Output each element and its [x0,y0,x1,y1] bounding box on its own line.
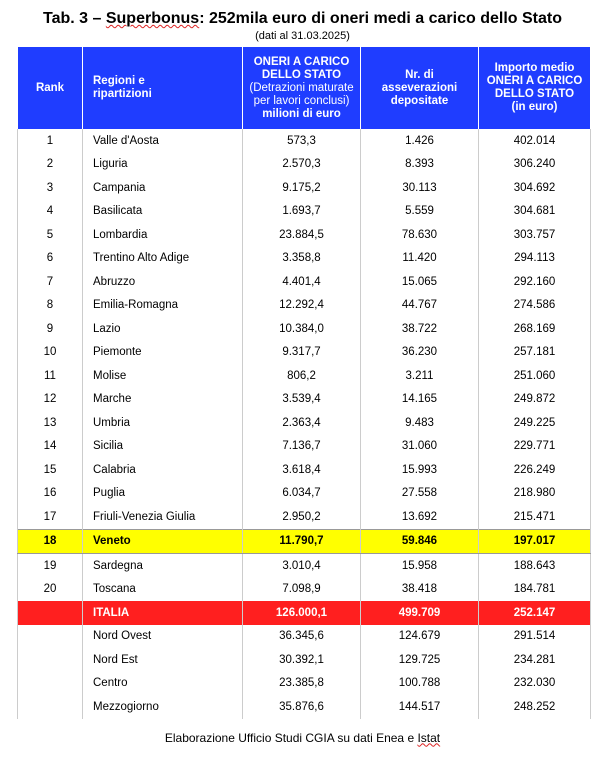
rank-cell: 17 [18,505,83,529]
asseverazioni-cell: 59.846 [361,529,479,554]
table-row [18,223,591,247]
rank-cell: 11 [18,364,83,388]
importo-cell: 234.281 [479,648,591,672]
region-cell: Veneto [83,529,243,554]
region-cell: Lazio [83,317,243,341]
table-row [18,578,591,602]
rank-cell [18,695,83,719]
importo-cell: 251.060 [479,364,591,388]
table-row [18,317,591,341]
asseverazioni-cell: 129.725 [361,648,479,672]
asseverazioni-cell: 78.630 [361,223,479,247]
asseverazioni-cell: 36.230 [361,341,479,365]
table-row [18,294,591,318]
oneri-cell: 12.292,4 [243,294,361,318]
region-cell: Campania [83,176,243,200]
region-cell: Liguria [83,153,243,177]
table-row [18,648,591,672]
rank-cell: 8 [18,294,83,318]
oneri-cell: 7.098,9 [243,578,361,602]
asseverazioni-cell: 31.060 [361,435,479,459]
region-cell: Mezzogiorno [83,695,243,719]
rank-cell [18,601,83,625]
rank-cell: 7 [18,270,83,294]
oneri-cell: 35.876,6 [243,695,361,719]
importo-cell: 188.643 [479,554,591,578]
table-row [18,270,591,294]
table-row [18,388,591,412]
rank-cell: 9 [18,317,83,341]
asseverazioni-cell: 30.113 [361,176,479,200]
importo-cell: 268.169 [479,317,591,341]
table-row [18,153,591,177]
oneri-cell: 9.317,7 [243,341,361,365]
table-header-row [18,47,591,129]
asseverazioni-cell: 144.517 [361,695,479,719]
asseverazioni-cell: 15.993 [361,458,479,482]
rank-cell: 20 [18,578,83,602]
oneri-cell: 23.884,5 [243,223,361,247]
rank-cell: 19 [18,554,83,578]
header-importo: Importo medio ONERI A CARICO DELLO STATO (in euro) [479,47,591,129]
table-row [18,200,591,224]
region-cell: Marche [83,388,243,412]
rank-cell: 6 [18,247,83,271]
rank-cell: 15 [18,458,83,482]
oneri-cell: 806,2 [243,364,361,388]
table-row [18,529,591,554]
asseverazioni-cell: 13.692 [361,505,479,529]
table-row [18,482,591,506]
oneri-cell: 23.385,8 [243,672,361,696]
region-cell: Valle d'Aosta [83,129,243,153]
header-oneri: ONERI A CARICO DELLO STATO (Detrazioni maturate per lavori conclusi) milioni di euro [243,47,361,129]
asseverazioni-cell: 15.958 [361,554,479,578]
source-note: Elaborazione Ufficio Studi CGIA su dati Enea e Istat [164,730,441,745]
importo-cell: 306.240 [479,153,591,177]
asseverazioni-cell: 14.165 [361,388,479,412]
region-cell: Nord Est [83,648,243,672]
region-cell: Emilia-Romagna [83,294,243,318]
asseverazioni-cell: 9.483 [361,411,479,435]
oneri-cell: 4.401,4 [243,270,361,294]
importo-cell: 303.757 [479,223,591,247]
oneri-cell: 3.539,4 [243,388,361,412]
importo-cell: 291.514 [479,625,591,649]
table-body [18,129,591,719]
asseverazioni-cell: 100.788 [361,672,479,696]
table-row [18,554,591,578]
importo-cell: 257.181 [479,341,591,365]
oneri-cell: 1.693,7 [243,200,361,224]
oneri-cell: 7.136,7 [243,435,361,459]
rank-cell: 16 [18,482,83,506]
oneri-cell: 36.345,6 [243,625,361,649]
region-cell: Piemonte [83,341,243,365]
importo-cell: 184.781 [479,578,591,602]
region-cell: Calabria [83,458,243,482]
importo-cell: 402.014 [479,129,591,153]
importo-cell: 197.017 [479,529,591,554]
header-asseverazioni: Nr. di asseverazioni depositate [361,47,479,129]
asseverazioni-cell: 38.722 [361,317,479,341]
rank-cell: 13 [18,411,83,435]
importo-cell: 249.872 [479,388,591,412]
rank-cell: 4 [18,200,83,224]
header-region: Regioni e ripartizioni [83,47,243,129]
table-row [18,247,591,271]
importo-cell: 249.225 [479,411,591,435]
table-subtitle: (dati al 31.03.2025) [255,30,350,42]
importo-cell: 218.980 [479,482,591,506]
rank-cell: 5 [18,223,83,247]
table-row [18,129,591,153]
oneri-cell: 3.010,4 [243,554,361,578]
asseverazioni-cell: 1.426 [361,129,479,153]
importo-cell: 294.113 [479,247,591,271]
importo-cell: 229.771 [479,435,591,459]
region-cell: Sicilia [83,435,243,459]
rank-cell [18,648,83,672]
oneri-cell: 10.384,0 [243,317,361,341]
region-cell: Nord Ovest [83,625,243,649]
table-row [18,411,591,435]
oneri-cell: 2.363,4 [243,411,361,435]
rank-cell: 2 [18,153,83,177]
oneri-cell: 3.358,8 [243,247,361,271]
table-row [18,672,591,696]
table-row [18,176,591,200]
region-cell: Puglia [83,482,243,506]
region-cell: Trentino Alto Adige [83,247,243,271]
rank-cell: 10 [18,341,83,365]
importo-cell: 232.030 [479,672,591,696]
asseverazioni-cell: 8.393 [361,153,479,177]
oneri-cell: 2.950,2 [243,505,361,529]
region-cell: Molise [83,364,243,388]
data-table [17,47,591,719]
table-row [18,505,591,529]
region-cell: Lombardia [83,223,243,247]
region-cell: Toscana [83,578,243,602]
importo-cell: 292.160 [479,270,591,294]
oneri-cell: 573,3 [243,129,361,153]
rank-cell: 18 [18,529,83,554]
asseverazioni-cell: 11.420 [361,247,479,271]
oneri-cell: 6.034,7 [243,482,361,506]
importo-cell: 215.471 [479,505,591,529]
oneri-cell: 30.392,1 [243,648,361,672]
oneri-cell: 126.000,1 [243,601,361,625]
importo-cell: 304.681 [479,200,591,224]
rank-cell [18,672,83,696]
table-row [18,625,591,649]
table-row [18,601,591,625]
region-cell: Umbria [83,411,243,435]
table-row [18,341,591,365]
importo-cell: 248.252 [479,695,591,719]
asseverazioni-cell: 3.211 [361,364,479,388]
oneri-cell: 11.790,7 [243,529,361,554]
importo-cell: 226.249 [479,458,591,482]
region-cell: Friuli-Venezia Giulia [83,505,243,529]
asseverazioni-cell: 124.679 [361,625,479,649]
asseverazioni-cell: 38.418 [361,578,479,602]
region-cell: ITALIA [83,601,243,625]
asseverazioni-cell: 5.559 [361,200,479,224]
rank-cell: 1 [18,129,83,153]
table-row [18,435,591,459]
asseverazioni-cell: 27.558 [361,482,479,506]
header-rank: Rank [18,47,83,129]
region-cell: Sardegna [83,554,243,578]
rank-cell: 14 [18,435,83,459]
importo-cell: 274.586 [479,294,591,318]
importo-cell: 304.692 [479,176,591,200]
asseverazioni-cell: 15.065 [361,270,479,294]
rank-cell: 12 [18,388,83,412]
table-row [18,695,591,719]
table-title: Tab. 3 – Superbonus: 252mila euro di oneri medi a carico dello Stato [43,10,562,27]
rank-cell: 3 [18,176,83,200]
table-row [18,458,591,482]
oneri-cell: 3.618,4 [243,458,361,482]
region-cell: Abruzzo [83,270,243,294]
rank-cell [18,625,83,649]
table-row [18,364,591,388]
region-cell: Centro [83,672,243,696]
asseverazioni-cell: 499.709 [361,601,479,625]
region-cell: Basilicata [83,200,243,224]
oneri-cell: 2.570,3 [243,153,361,177]
importo-cell: 252.147 [479,601,591,625]
asseverazioni-cell: 44.767 [361,294,479,318]
oneri-cell: 9.175,2 [243,176,361,200]
